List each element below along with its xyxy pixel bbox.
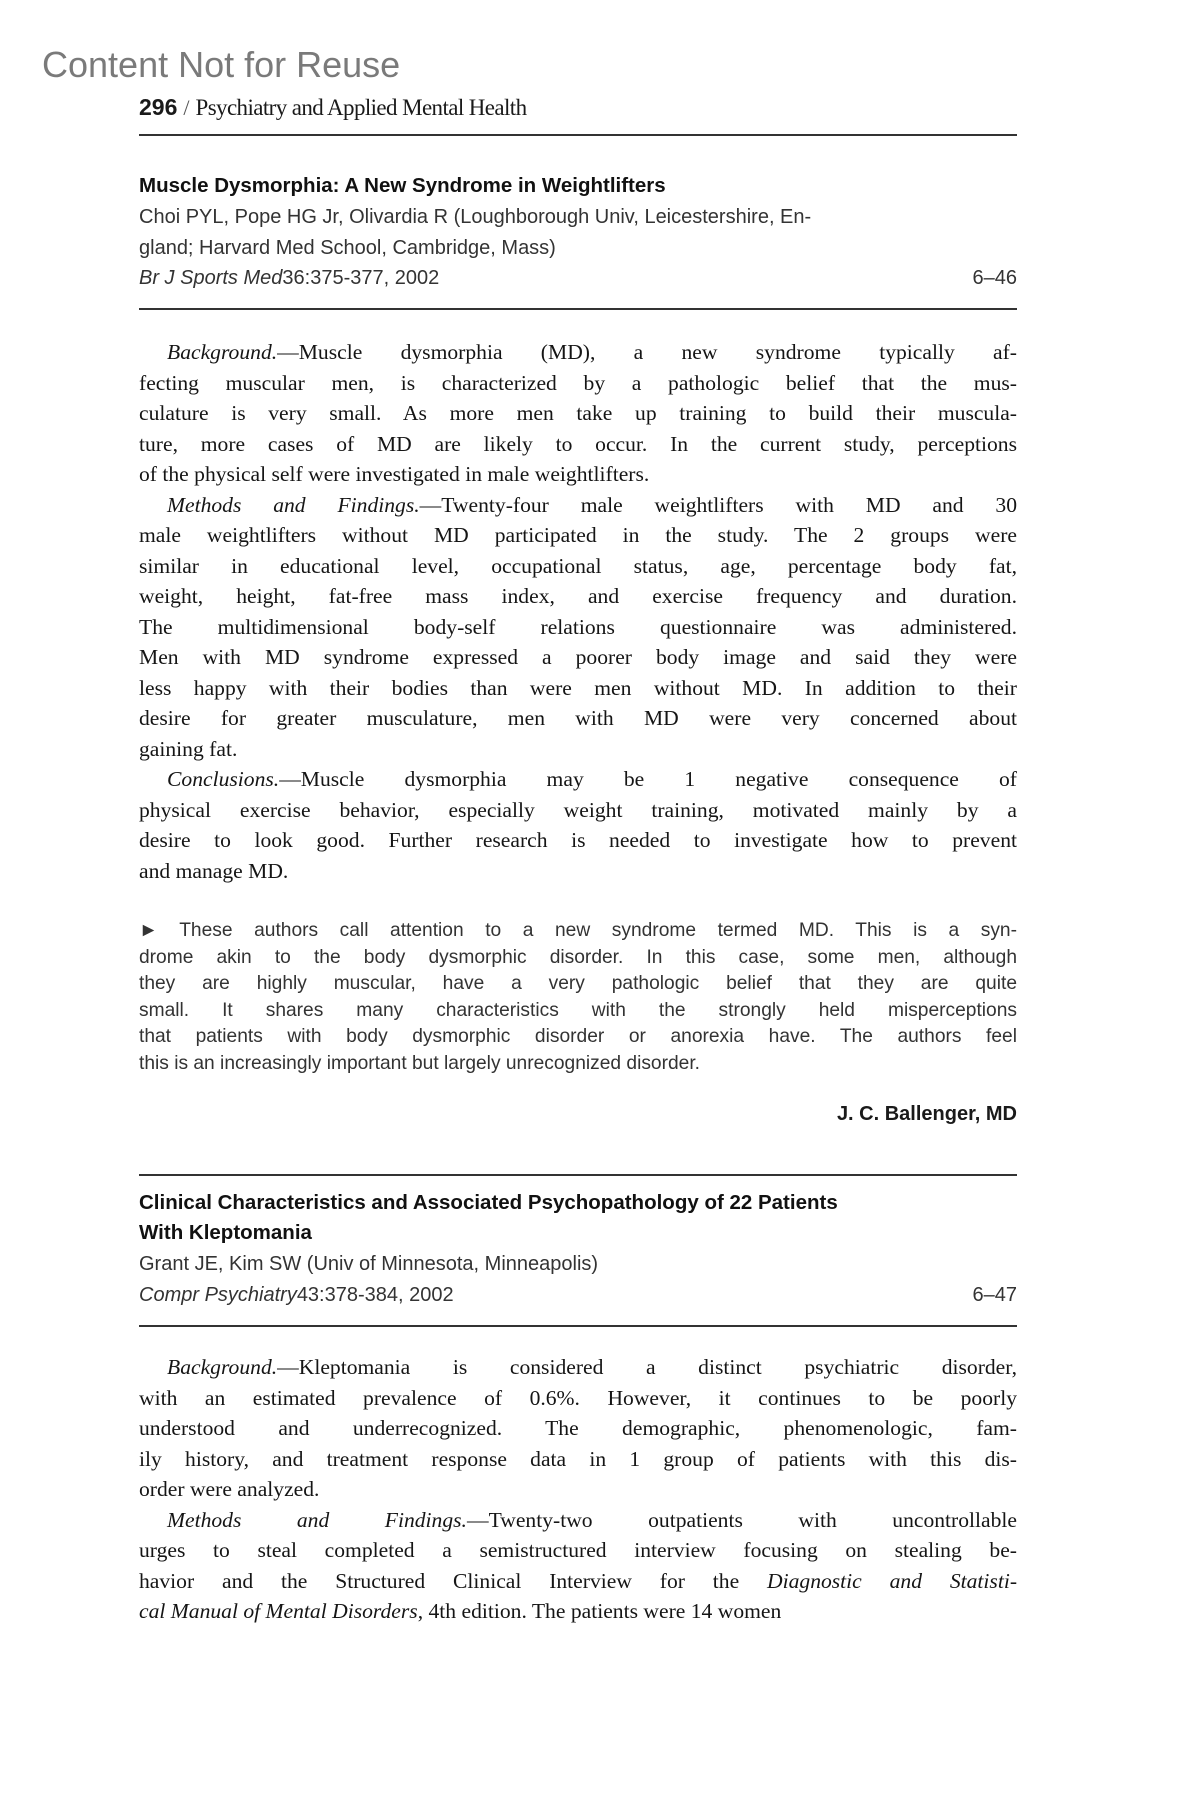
text-line [139, 734, 1017, 765]
text-run: male weightlifters without MD participated in the study. The 2 groups were [139, 523, 1017, 547]
italic-text: Background. [167, 1355, 278, 1379]
text-line [139, 1024, 1017, 1051]
text-run: culature is very small. As more men take up training to build their muscula- [139, 401, 1017, 425]
text-run: ture, more cases of MD are likely to occur. In the current study, perceptions [139, 431, 1017, 456]
text-run: less happy with their bodies than were men without MD. In addition to their [139, 675, 1017, 700]
journal-name: Compr Psychiatry [139, 1283, 297, 1306]
divider [139, 1174, 1017, 1176]
text-run: physical exercise behavior, especially weight training, motivated mainly by a [139, 797, 1017, 822]
text-run: small. It shares many characteristics with the strongly held misperceptions [139, 999, 1017, 1021]
italic-text: cal Manual of Mental Disorders [139, 1599, 418, 1623]
commentary-signature: J. C. Ballenger, MD [836, 1103, 1017, 1125]
text-line [139, 1596, 1017, 1627]
text-run: similar in educational level, occupational status, age, percentage body fat, [139, 553, 1017, 578]
abstract-number: 6–47 [972, 1283, 1017, 1306]
italic-text: Methods and Findings. [167, 1507, 467, 1532]
citation: 43:378-384, 2002 [296, 1283, 454, 1306]
text-line [139, 703, 1017, 734]
text-line [139, 1352, 1017, 1383]
text-run: order were analyzed. [139, 1477, 320, 1501]
text-run: this is an increasingly important but largely unrecognized disorder. [139, 1052, 700, 1074]
title-line: Clinical Characteristics and Associated Psychopathology of 22 Patients [139, 1191, 838, 1214]
article-title [139, 171, 1017, 201]
text-line [139, 429, 1017, 460]
text-run: —Kleptomania is considered a distinct psychiatric disorder, [277, 1355, 1017, 1379]
divider [139, 308, 1017, 310]
text-run: , 4th edition. The patients were 14 women [417, 1599, 782, 1623]
separator: / [183, 95, 190, 120]
text-run: —Muscle dysmorphia (MD), a new syndrome typically af- [277, 340, 1017, 364]
text-line [139, 612, 1017, 643]
text-run: —Twenty-two outpatients with uncontrollable [466, 1507, 1018, 1532]
text-line [139, 551, 1017, 582]
text-run: fecting muscular men, is characterized by a pathologic belief that the mus- [139, 370, 1017, 395]
text-line [139, 918, 1017, 945]
italic-text: Conclusions. [167, 767, 280, 791]
text-run: ► These authors call attention to a new syndrome termed MD. This is a syn- [139, 920, 1017, 941]
journal-section: Psychiatry and Applied Mental Health [195, 95, 527, 120]
text-line [139, 764, 1017, 795]
text-line [139, 1566, 1017, 1597]
text-line [139, 1474, 1017, 1505]
text-run: and manage MD. [139, 858, 289, 883]
text-run: havior and the Structured Clinical Interview for the [139, 1568, 767, 1593]
text-line [139, 1505, 1017, 1536]
text-run: drome akin to the body dysmorphic disorder. In this case, some men, although [139, 946, 1017, 968]
text-run: —Muscle dysmorphia may be 1 negative consequence of [279, 767, 1017, 791]
page-number: 296 [139, 94, 178, 120]
citation: 36:375-377, 2002 [282, 267, 440, 289]
title-line: With Kleptomania [139, 1221, 312, 1244]
article-title [139, 1188, 1017, 1248]
title-line: Muscle Dysmorphia: A New Syndrome in Weightlifters [139, 174, 666, 197]
text-run: Men with MD syndrome expressed a poorer body image and said they were [139, 645, 1017, 669]
text-run: The multidimensional body-self relations questionnaire was administered. [139, 614, 1017, 639]
text-line [139, 642, 1017, 673]
text-line [139, 971, 1017, 998]
article-citation [139, 1249, 1017, 1310]
authors: Choi PYL, Pope HG Jr, Olivardia R (Loughborough Univ, Leicestershire, En- [139, 206, 812, 228]
text-run: with an estimated prevalence of 0.6%. However, it continues to be poorly [139, 1385, 1017, 1410]
running-head [139, 94, 527, 121]
text-run: of the physical self were investigated in male weightlifters. [139, 462, 650, 486]
text-run: desire to look good. Further research is needed to investigate how to prevent [139, 828, 1017, 852]
divider [139, 134, 1017, 136]
text-line [139, 1535, 1017, 1566]
text-line [139, 856, 1017, 887]
text-line [139, 673, 1017, 704]
journal-row [139, 1280, 1017, 1311]
text-run: they are highly muscular, have a very pathologic belief that they are quite [139, 973, 1017, 995]
italic-text: Diagnostic and Statisti- [767, 1568, 1018, 1593]
text-line [139, 1051, 1017, 1078]
text-run: that patients with body dysmorphic disorder or anorexia have. The authors feel [139, 1026, 1017, 1048]
text-line [139, 945, 1017, 972]
text-line [139, 368, 1017, 399]
text-line [139, 520, 1017, 551]
text-line [139, 1383, 1017, 1414]
journal-name: Br J Sports Med [139, 267, 283, 289]
authors: gland; Harvard Med School, Cambridge, Mass) [139, 236, 556, 259]
text-run: gaining fat. [139, 736, 238, 761]
text-line [139, 1413, 1017, 1444]
commentary [139, 918, 1017, 1078]
text-line [139, 337, 1017, 368]
article-citation [139, 202, 1017, 294]
journal-row [139, 263, 1017, 294]
text-run: ily history, and treatment response data in 1 group of patients with this dis- [139, 1446, 1017, 1471]
text-run: weight, height, fat-free mass index, and exercise frequency and duration. [139, 584, 1017, 608]
abstract-number: 6–46 [972, 267, 1017, 289]
abstract-body [139, 1352, 1017, 1627]
abstract-body [139, 337, 1017, 886]
text-run: —Twenty-four male weightlifters with MD and 30 [419, 492, 1018, 517]
authors: Grant JE, Kim SW (Univ of Minnesota, Minneapolis) [139, 1253, 599, 1275]
text-line [139, 998, 1017, 1025]
text-line [139, 581, 1017, 612]
text-line [139, 490, 1017, 521]
text-line [139, 398, 1017, 429]
italic-text: Methods and Findings. [167, 492, 420, 517]
text-line [139, 825, 1017, 856]
watermark: Content Not for Reuse [42, 44, 401, 85]
text-run: desire for greater musculature, men with MD were very concerned about [139, 706, 1017, 730]
text-run: urges to steal completed a semistructured interview focusing on stealing be- [139, 1538, 1017, 1562]
text-line [139, 1444, 1017, 1475]
text-line [139, 459, 1017, 490]
divider [139, 1325, 1017, 1327]
italic-text: Background. [167, 340, 278, 364]
text-run: understood and underrecognized. The demographic, phenomenologic, fam- [139, 1416, 1017, 1440]
text-line [139, 795, 1017, 826]
